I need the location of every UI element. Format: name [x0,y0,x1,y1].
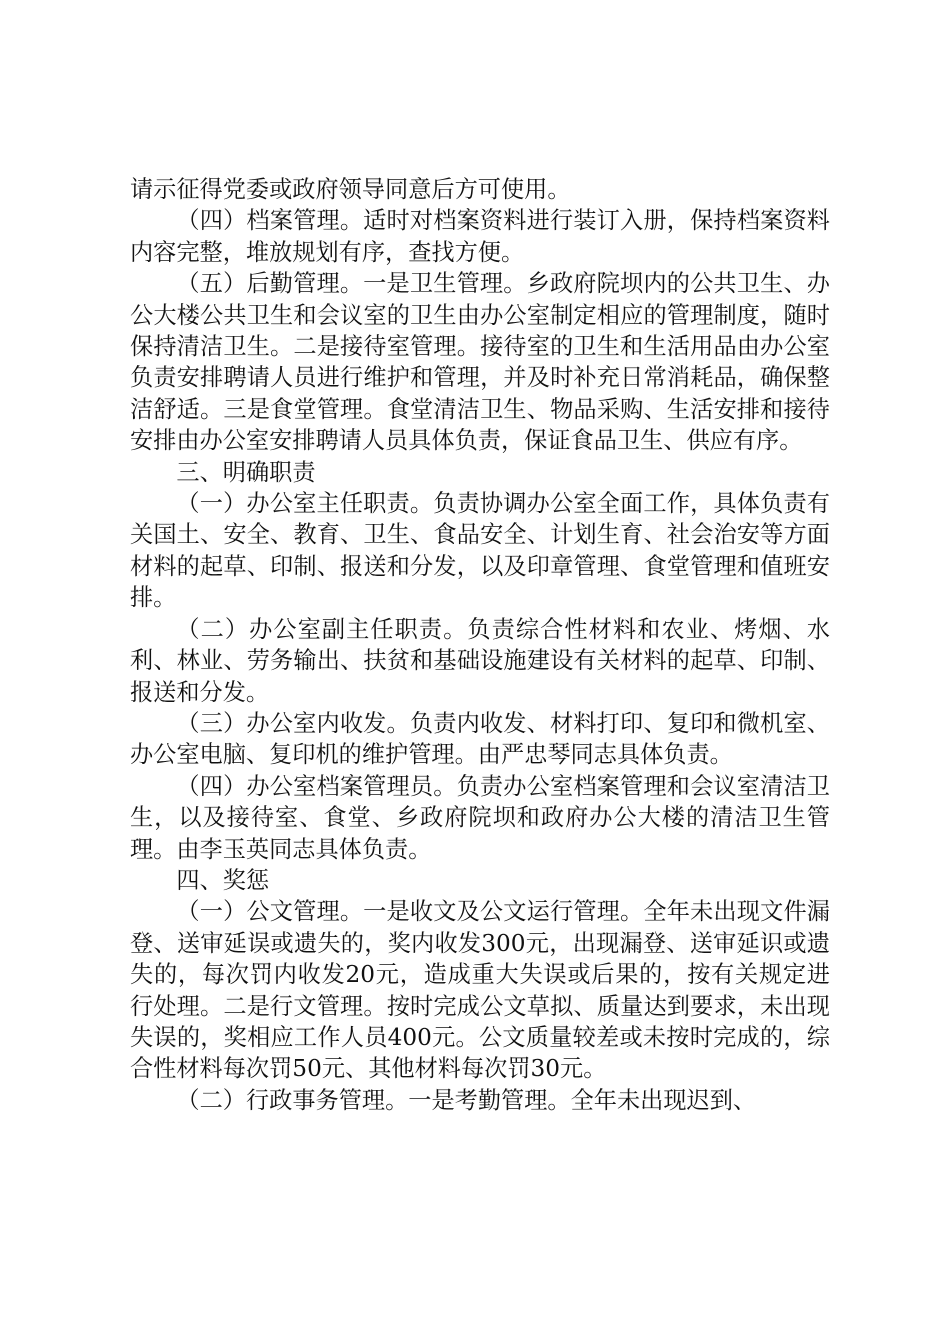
paragraph-archivist: （四）办公室档案管理员。负责办公室档案管理和会议室清洁卫生，以及接待室、食堂、乡政府院坝和政府办公大楼的清洁卫生管理。由李玉英同志具体负责。 [130,772,830,863]
paragraph-archive-management: （四）档案管理。适时对档案资料进行装订入册，保持档案资料内容完整，堆放规划有序，查找方便。 [130,207,830,266]
document-body [130,174,830,1116]
paragraph-document-management: （一）公文管理。一是收文及公文运行管理。全年未出现文件漏登、送审延误或遗失的，奖内收发300元，出现漏登、送审延识或遗失的，每次罚内收发20元，造成重大失误或后果的，按有关规定进行处理。二是行文管理。按时完成公文草拟、质量达到要求，未出现失误的，奖相应工作人员400元。公文质量较差或未按时完成的，综合性材料每次罚50元、其他材料每次罚30元。 [130,898,830,1083]
paragraph-administrative-affairs: （二）行政事务管理。一是考勤管理。全年未出现迟到、 [176,1086,757,1114]
paragraph-internal-mail: （三）办公室内收发。负责内收发、材料打印、复印和微机室、办公室电脑、复印机的维护管理。由严忠琴同志具体负责。 [130,709,830,769]
paragraph-logistics-management: （五）后勤管理。一是卫生管理。乡政府院坝内的公共卫生、办公大楼公共卫生和会议室的卫生由办公室制定相应的管理制度，随时保持清洁卫生。二是接待室管理。接待室的卫生和生活用品由办公室负责安排聘请人员进行维护和管理，并及时补充日常消耗品，确保整洁舒适。三是食堂管理。食堂清洁卫生、物品采购、生活安排和接待安排由办公室安排聘请人员具体负责，保证食品卫生、供应有序。 [130,270,830,455]
section-heading-rewards: 四、奖惩 [176,866,270,894]
paragraph-director-duties: （一）办公室主任职责。负责协调办公室全面工作，具体负责有关国土、安全、教育、卫生、食品安全、计划生育、社会治安等方面材料的起草、印制、报送和分发，以及印章管理、食堂管理和值班安排。 [130,490,830,612]
paragraph-deputy-director-duties: （二）办公室副主任职责。负责综合性材料和农业、烤烟、水利、林业、劳务输出、扶贫和基础设施建设有关材料的起草、印制、报送和分发。 [130,615,830,706]
section-heading-responsibilities: 三、明确职责 [176,458,316,486]
paragraph-continuation: 请示征得党委或政府领导同意后方可使用。 [130,176,571,203]
